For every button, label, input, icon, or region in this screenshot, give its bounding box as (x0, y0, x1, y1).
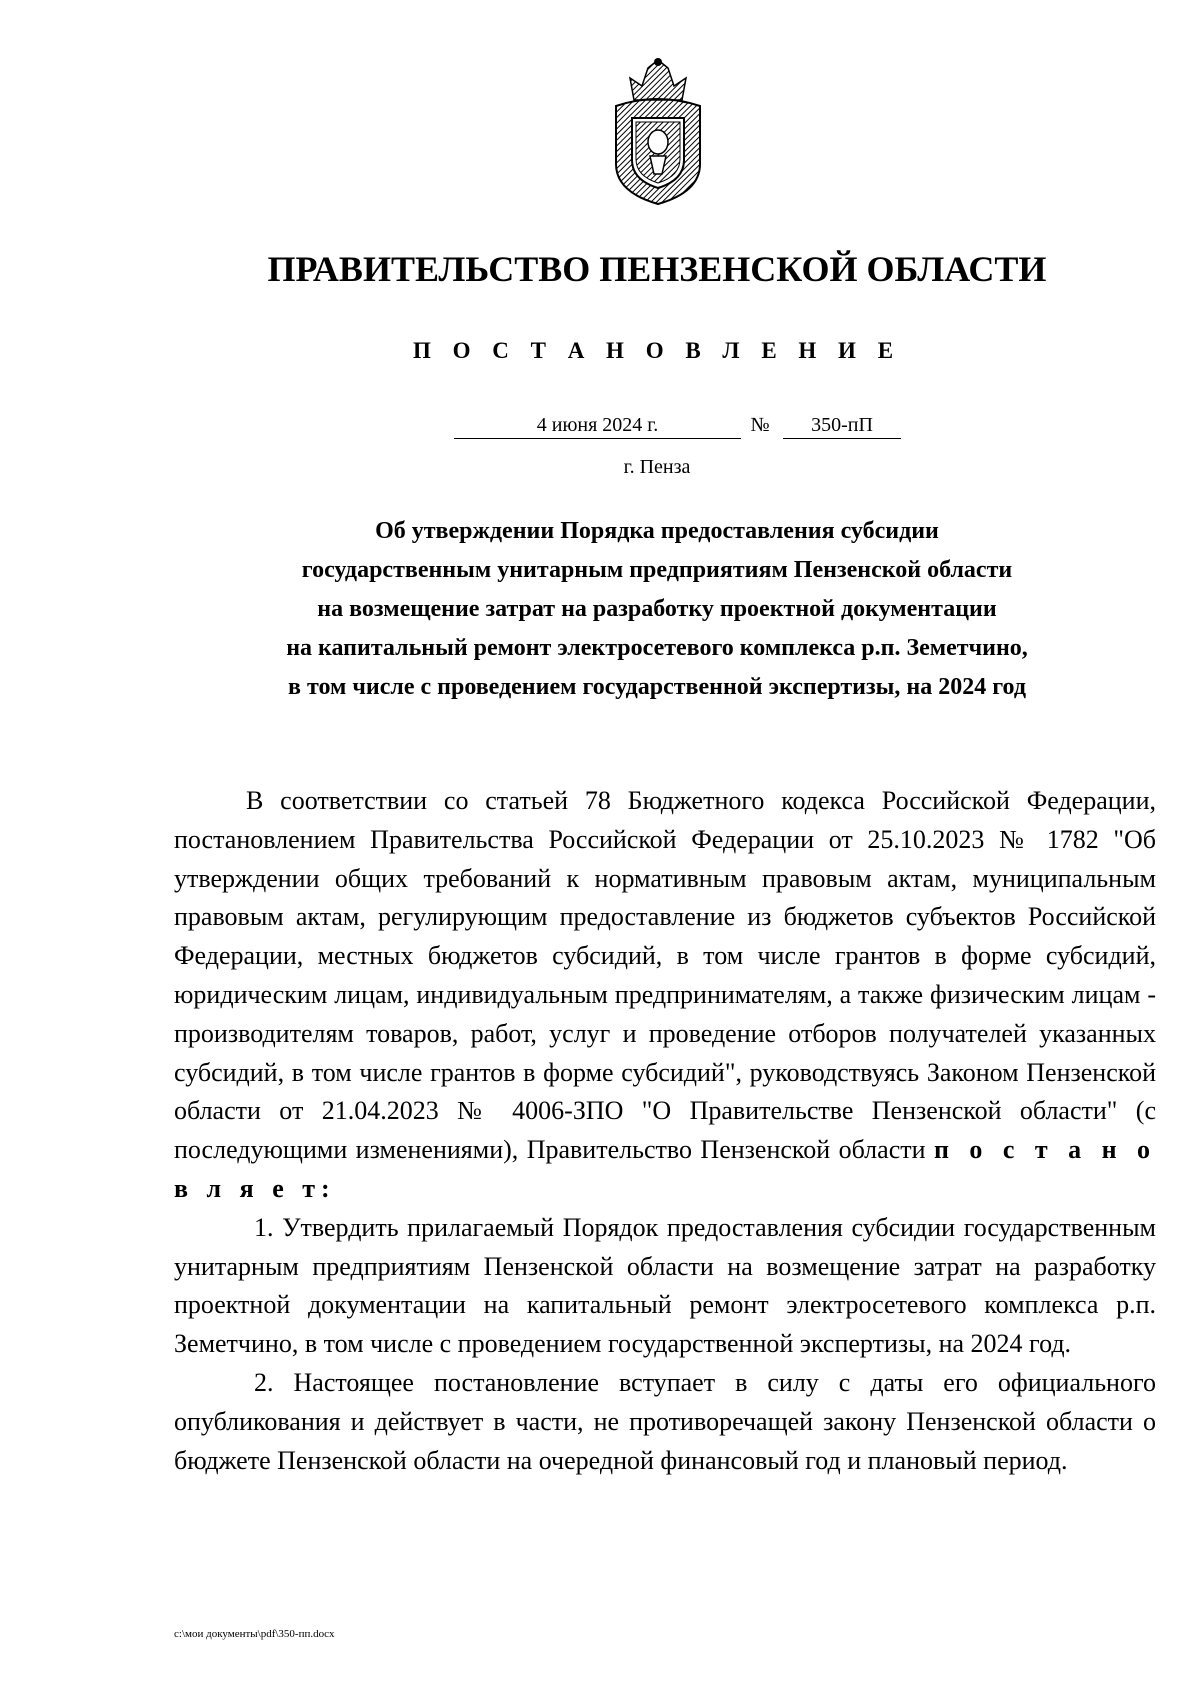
subject-line: Об утверждении Порядка предоставления субсидии (375, 518, 939, 544)
document-city: г. Пенза (623, 456, 691, 478)
document-date: 4 июня 2024 г. (454, 412, 741, 439)
subject-line: на капитальный ремонт электросетевого комплекса р.п. Земетчино, (286, 635, 1028, 661)
subject-line: в том числе с проведением государственной экспертизы, на 2024 год (288, 674, 1026, 700)
coat-of-arms-emblem (604, 56, 712, 206)
organization-title: ПРАВИТЕЛЬСТВО ПЕНЗЕНСКОЙ ОБЛАСТИ (267, 249, 1047, 289)
preamble-text: В соответствии со статьей 78 Бюджетного кодекса Российской Федерации, постановлением Правительства Российской Федерации от 25.10.2023 № 1782 "Об утверждении общих требований к нормативным правовым актам, муниципальным правовым актам, регулирующим предоставление из бюджетов субъектов Российской Федерации, местных бюджетов субсидий, в том числе грантов в форме субсидий, юридическим лицам, индивидуальным предпринимателям, а также физическим лицам - производителям товаров, работ, услуг и проведение отборов получателей указанных субсидий, в том числе грантов в форме субсидий", руководствуясь Законом Пензенской области от 21.04.2023 № 4006-ЗПО "О Правительстве Пензенской области" (с последующими изменениями), Правительство Пензенской области (174, 786, 1156, 1165)
document-type: П О С Т А Н О В Л Е Н И Е (412, 338, 902, 363)
preamble-paragraph (174, 782, 1156, 1209)
subject-line: государственным унитарным предприятиям Пензенской области (301, 557, 1013, 583)
document-number: 350-пП (783, 412, 901, 439)
item-1-paragraph: 1. Утвердить прилагаемый Порядок предоставления субсидии государственным унитарным предприятиям Пензенской области на возмещение затрат на разработку проектной документации на капитальный ремонт электросетевого комплекса р.п. Земетчино, в том числе с проведением государственной экспертизы, на 2024 год. (174, 1212, 1156, 1359)
number-sign: № (750, 414, 770, 436)
subject-line: на возмещение затрат на разработку проектной документации (317, 596, 997, 622)
document-body (174, 782, 1156, 1480)
document-subject (150, 512, 1164, 707)
file-path-footer: c:\мои документы\pdf\350-пп.docx (174, 1628, 335, 1640)
item-2-paragraph: 2. Настоящее постановление вступает в силу с даты его официального опубликования и действует в части, не противоречащей закону Пензенской области о бюджете Пензенской области на очередной финансовый год и плановый период. (174, 1367, 1156, 1475)
resolves-word: п о с т а н о в л я е т: (174, 1135, 1157, 1203)
